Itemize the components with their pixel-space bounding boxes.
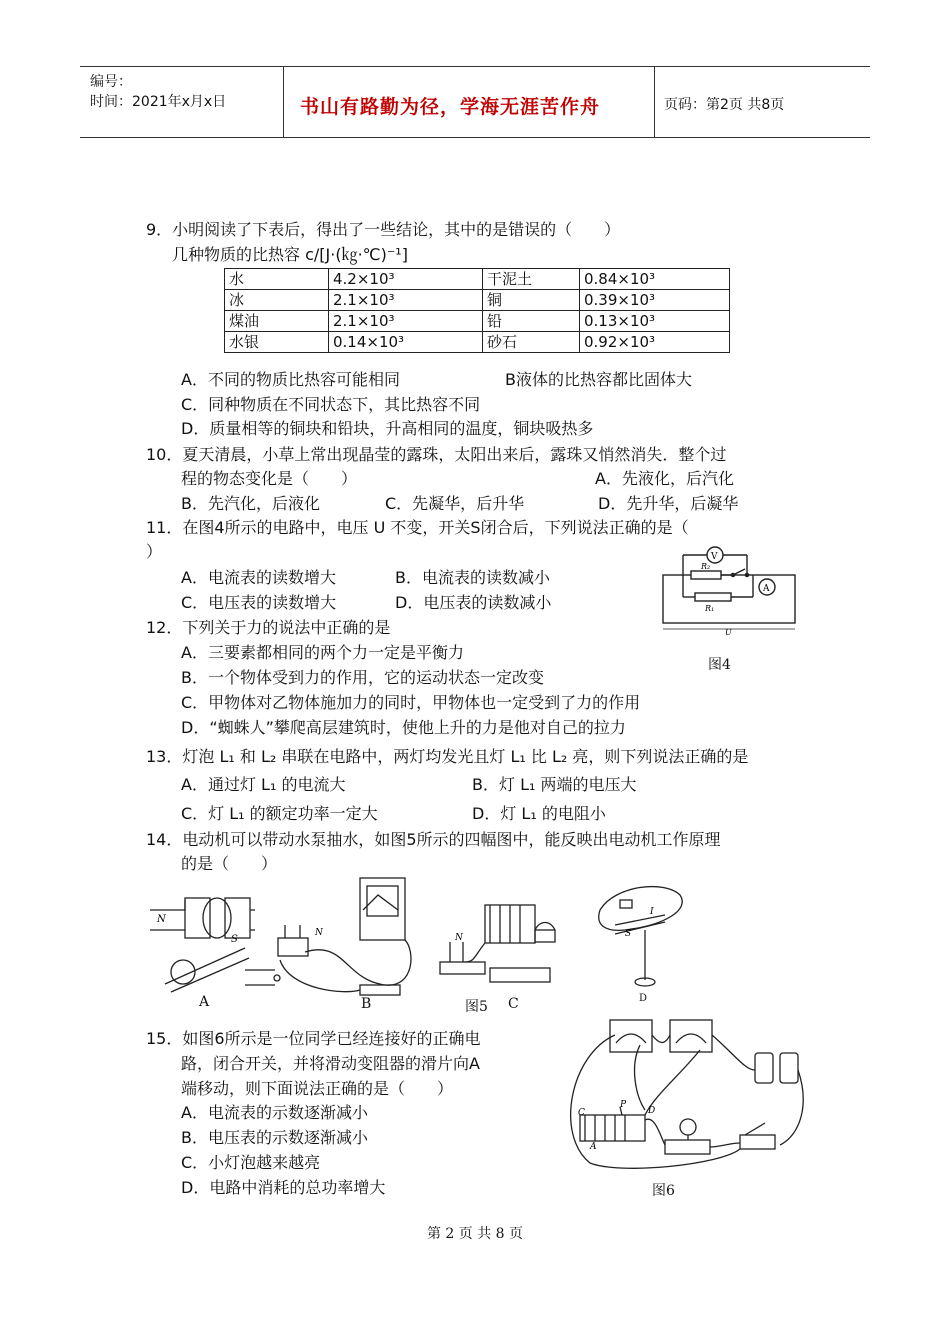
q9-stem: 9．小明阅读了下表后，得出了一些结论，其中的是错误的（ ） xyxy=(146,220,621,239)
table-cell: 铜 xyxy=(483,290,580,311)
table-cell: 煤油 xyxy=(225,311,329,332)
q13-option-a: A．通过灯 L₁ 的电流大 xyxy=(181,775,346,794)
q11-option-c: C．电压表的读数增大 xyxy=(181,593,337,612)
svg-text:V: V xyxy=(711,552,718,562)
table-cell: 0.92×10³ xyxy=(580,332,730,353)
q11-line2: ） xyxy=(146,542,163,561)
q9-option-b: B液体的比热容都比固体大 xyxy=(505,370,692,389)
q13-option-c: C．灯 L₁ 的额定功率一定大 xyxy=(181,804,378,823)
q9-table-title: 几种物质的比热容 c/[J·(㎏·℃)⁻¹] xyxy=(172,245,408,264)
svg-text:U: U xyxy=(725,628,732,635)
figure-4-circuit xyxy=(655,545,805,635)
svg-text:S: S xyxy=(231,934,238,945)
table-row xyxy=(225,311,730,332)
figure-5-caption: 图5 xyxy=(465,999,488,1015)
q14-line1: 14．电动机可以带动水泵抽水，如图5所示的四幅图中，能反映出电动机工作原理 xyxy=(146,830,721,849)
svg-text:P: P xyxy=(620,1100,627,1110)
svg-text:R₂: R₂ xyxy=(701,562,711,571)
table-cell: 0.13×10³ xyxy=(580,311,730,332)
figure-4-caption: 图4 xyxy=(708,657,731,673)
table-row xyxy=(225,332,730,353)
q15-line1: 15．如图6所示是一位同学已经连接好的正确电 xyxy=(146,1029,481,1048)
table-cell: 4.2×10³ xyxy=(329,269,483,290)
date-label: 时间：2021年x月x日 xyxy=(90,94,227,110)
q12-option-d: D．“蜘蛛人”攀爬高层建筑时，使他上升的力是他对自己的拉力 xyxy=(181,718,626,737)
q15-line3: 端移动，则下面说法正确的是（ ） xyxy=(181,1079,454,1098)
figure-5-motors xyxy=(145,870,695,1010)
table-cell: 水 xyxy=(225,269,329,290)
q12-option-b: B．一个物体受到力的作用，它的运动状态一定改变 xyxy=(181,668,544,687)
table-cell: 砂石 xyxy=(483,332,580,353)
q11-line1: 11．在图4所示的电路中，电压 U 不变，开关S闭合后，下列说法正确的是（ xyxy=(146,518,689,537)
figure-5-label-c: C xyxy=(508,996,519,1012)
svg-text:A: A xyxy=(590,1142,597,1152)
table-cell: 0.39×10³ xyxy=(580,290,730,311)
q10-option-b: B．先汽化，后液化 xyxy=(181,494,320,513)
q11-option-b: B．电流表的读数减小 xyxy=(395,568,550,587)
q15-option-b: B．电压表的示数逐渐减小 xyxy=(181,1128,368,1147)
q15-option-d: D．电路中消耗的总功率增大 xyxy=(181,1178,386,1197)
svg-text:S: S xyxy=(625,929,632,939)
q10-line2: 程的物态变化是（ ） xyxy=(181,469,358,488)
table-cell: 铅 xyxy=(483,311,580,332)
svg-text:R₁: R₁ xyxy=(705,604,715,613)
q15-line2: 路，闭合开关，并将滑动变阻器的滑片向A xyxy=(181,1054,480,1073)
q15-option-c: C．小灯泡越来越亮 xyxy=(181,1153,321,1172)
figure-5-label-d: D xyxy=(639,993,648,1004)
svg-text:I: I xyxy=(650,907,654,917)
table-cell: 干泥土 xyxy=(483,269,580,290)
code-label: 编号： xyxy=(90,74,132,90)
q15-option-a: A．电流表的示数逐渐减小 xyxy=(181,1103,368,1122)
figure-5-label-b: B xyxy=(361,996,372,1012)
table-cell: 水银 xyxy=(225,332,329,353)
q12-option-a: A．三要素都相同的两个力一定是平衡力 xyxy=(181,643,464,662)
q10-option-a: A．先液化，后汽化 xyxy=(595,469,734,488)
q14-line2: 的是（ ） xyxy=(181,854,278,873)
q10-option-c: C．先凝华，后升华 xyxy=(385,494,525,513)
q10-option-d: D．先升华，后凝华 xyxy=(598,494,739,513)
q13-option-d: D．灯 L₁ 的电阻小 xyxy=(472,804,606,823)
svg-text:N: N xyxy=(315,928,323,938)
q9-option-a: A．不同的物质比热容可能相同 xyxy=(181,370,400,389)
q11-option-a: A．电流表的读数增大 xyxy=(181,568,336,587)
table-row xyxy=(225,290,730,311)
q9-option-c: C．同种物质在不同状态下，其比热容不同 xyxy=(181,395,481,414)
q13-option-b: B．灯 L₁ 两端的电压大 xyxy=(472,775,637,794)
svg-text:N: N xyxy=(455,933,463,943)
q9-option-d: D．质量相等的铜块和铅块，升高相同的温度，铜块吸热多 xyxy=(181,419,594,438)
table-cell: 冰 xyxy=(225,290,329,311)
header-page-info: 页码：第2页 共8页 xyxy=(664,97,785,113)
q12-option-c: C．甲物体对乙物体施加力的同时，甲物体也一定受到了力的作用 xyxy=(181,693,641,712)
specific-heat-table xyxy=(224,268,730,353)
q13-stem: 13．灯泡 L₁ 和 L₂ 串联在电路中，两灯均发光且灯 L₁ 比 L₂ 亮，则下列说法正确的是 xyxy=(146,747,749,766)
header-motto: 书山有路勤为径，学海无涯苦作舟 xyxy=(300,96,601,118)
page-footer: 第 2 页 共 8 页 xyxy=(426,1226,524,1242)
table-cell: 0.14×10³ xyxy=(329,332,483,353)
svg-text:A: A xyxy=(763,584,770,594)
q12-stem: 12．下列关于力的说法中正确的是 xyxy=(146,618,391,637)
q11-option-d: D．电压表的读数减小 xyxy=(395,593,552,612)
svg-text:N: N xyxy=(157,914,166,925)
figure-5-label-a: A xyxy=(199,994,210,1010)
table-row xyxy=(225,269,730,290)
table-cell: 0.84×10³ xyxy=(580,269,730,290)
figure-6-circuit xyxy=(560,1015,810,1175)
table-cell: 2.1×10³ xyxy=(329,290,483,311)
svg-text:C: C xyxy=(578,1108,585,1118)
figure-6-caption: 图6 xyxy=(652,1183,675,1199)
q10-line1: 10．夏天清晨，小草上常出现晶莹的露珠，太阳出来后，露珠又悄然消失．整个过 xyxy=(146,445,727,464)
table-cell: 2.1×10³ xyxy=(329,311,483,332)
header-meta xyxy=(90,72,226,112)
svg-text:D: D xyxy=(648,1106,656,1116)
